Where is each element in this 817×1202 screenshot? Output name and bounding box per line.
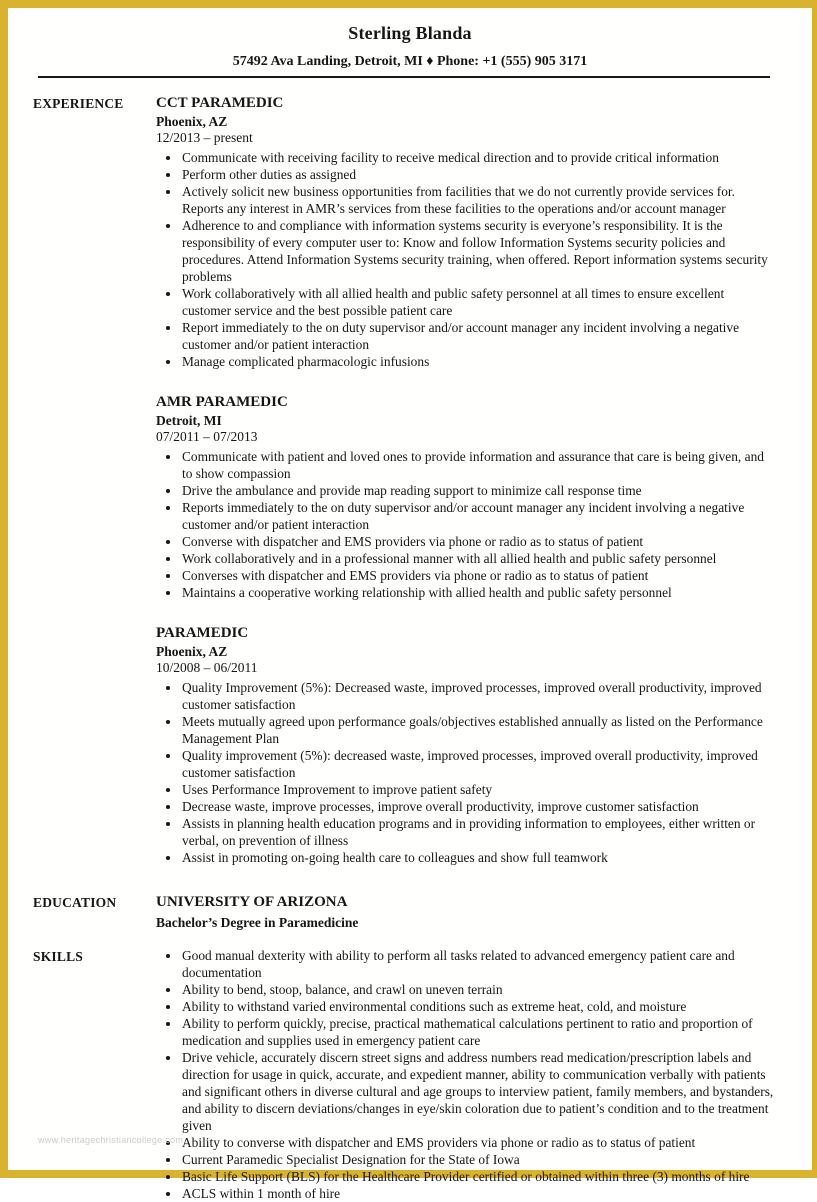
- resume-header: [8, 8, 812, 78]
- bullet-item: • Actively solicit new business opportunities from facilities that we do not currently provide services for. Reports any interest in AMR’s services from these facilities to the operations and/or account manager: [181, 183, 776, 217]
- school-name: UNIVERSITY OF ARIZONA: [156, 894, 348, 910]
- job-title: CCT PARAMEDIC: [156, 95, 284, 111]
- job-location: Phoenix, AZ: [156, 114, 228, 129]
- experience-section: [33, 94, 776, 893]
- bullet-item: • Communicate with receiving facility to receive medical direction and to provide critical information: [181, 149, 776, 166]
- bullet-item: • Adherence to and compliance with information systems security is everyone’s responsibility. It is the responsibility of every computer user to: Know and follow Information Systems security policies and procedures. Attend Information Systems security training, when offered. Report information systems security problems: [181, 217, 776, 285]
- job-bullet-list: [156, 679, 776, 866]
- job-bullet-list: [156, 448, 776, 601]
- experience-label: EXPERIENCE: [33, 96, 124, 111]
- job-title: AMR PARAMEDIC: [156, 394, 288, 410]
- job-dates: 10/2008 – 06/2011: [156, 660, 258, 675]
- bullet-item: • Quality improvement (5%): decreased waste, improved processes, improved overall productivity, improved customer satisfaction: [181, 747, 776, 781]
- bullet-item: • ACLS within 1 month of hire: [181, 1185, 776, 1202]
- bullet-item: • Uses Performance Improvement to improve patient safety: [181, 781, 776, 798]
- bullet-item: • Drive the ambulance and provide map reading support to minimize call response time: [181, 482, 776, 499]
- degree-name: Bachelor’s Degree in Paramedicine: [156, 915, 359, 930]
- bullet-item: • Assist in promoting on-going health care to colleagues and show full teamwork: [181, 849, 776, 866]
- job-dates: 07/2011 – 07/2013: [156, 429, 258, 444]
- bullet-item: • Assists in planning health education programs and in providing information to employees, either written or verbal, on prevention of illness: [181, 815, 776, 849]
- bullet-item: • Converses with dispatcher and EMS providers via phone or radio as to status of patient: [181, 567, 776, 584]
- bullet-item: • Reports immediately to the on duty supervisor and/or account manager any incident involving a negative customer and/or patient interaction: [181, 499, 776, 533]
- bullet-item: • Communicate with patient and loved ones to provide information and assurance that care is being given, and to show compassion: [181, 448, 776, 482]
- bullet-item: • Work collaboratively with all allied health and public safety personnel at all times to ensure excellent customer service and the best possible patient care: [181, 285, 776, 319]
- job-entry-paramedic: [156, 624, 776, 866]
- education-label: EDUCATION: [33, 895, 117, 910]
- job-location: Detroit, MI: [156, 413, 222, 428]
- bullet-item: • Manage complicated pharmacologic infusions: [181, 353, 776, 370]
- education-section: [33, 893, 776, 932]
- bullet-item: • Ability to converse with dispatcher and EMS providers via phone or radio as to status of patient: [181, 1134, 776, 1151]
- education-content: [156, 893, 776, 932]
- skills-content: [156, 947, 776, 1202]
- contact-line: 57492 Ava Landing, Detroit, MI ♦ Phone: +1 (555) 905 3171: [232, 54, 588, 69]
- job-title: PARAMEDIC: [156, 625, 249, 641]
- experience-content: [156, 94, 776, 893]
- bullet-item: • Ability to withstand varied environmental conditions such as extreme heat, cold, and moisture: [181, 998, 776, 1015]
- bullet-item: • Good manual dexterity with ability to perform all tasks related to advanced emergency patient care and documentation: [181, 947, 776, 981]
- bullet-item: • Current Paramedic Specialist Designation for the State of Iowa: [181, 1151, 776, 1168]
- skills-label: SKILLS: [33, 949, 83, 964]
- bullet-item: • Meets mutually agreed upon performance goals/objectives established annually as listed on the Performance Management Plan: [181, 713, 776, 747]
- bullet-item: • Ability to bend, stoop, balance, and crawl on uneven terrain: [181, 981, 776, 998]
- job-location: Phoenix, AZ: [156, 644, 228, 659]
- job-dates: 12/2013 – present: [156, 130, 253, 145]
- job-entry-cct-paramedic: [156, 94, 776, 370]
- job-bullet-list: [156, 149, 776, 370]
- bullet-item: • Maintains a cooperative working relationship with allied health and public safety personnel: [181, 584, 776, 601]
- bullet-item: • Ability to perform quickly, precise, practical mathematical calculations pertinent to ratio and proportion of medication and supplies used in emergency patient care: [181, 1015, 776, 1049]
- bullet-item: • Quality Improvement (5%): Decreased waste, improved processes, improved overall productivity, improved customer satisfaction: [181, 679, 776, 713]
- watermark-text: www.heritagechristiancollege.com: [38, 1135, 184, 1145]
- bullet-item: • Perform other duties as assigned: [181, 166, 776, 183]
- bullet-item: • Basic Life Support (BLS) for the Healthcare Provider certified or obtained within three (3) months of hire: [181, 1168, 776, 1185]
- bullet-item: • Report immediately to the on duty supervisor and/or account manager any incident involving a negative customer and/or patient interaction: [181, 319, 776, 353]
- bullet-item: • Decrease waste, improve processes, improve overall productivity, improve customer satisfaction: [181, 798, 776, 815]
- job-entry-amr-paramedic: [156, 393, 776, 601]
- skills-section: [33, 947, 776, 1202]
- bullet-item: • Converse with dispatcher and EMS providers via phone or radio as to status of patient: [181, 533, 776, 550]
- resume-body: [8, 78, 812, 1202]
- candidate-name: Sterling Blanda: [348, 23, 472, 43]
- bullet-item: • Work collaboratively and in a professional manner with all allied health and public safety personnel: [181, 550, 776, 567]
- bullet-item: • Drive vehicle, accurately discern street signs and address numbers read medication/prescription labels and direction for usage in quick, accurate, and expedient manner, ability to communication verbally with patients and significant others in diverse cultural and age groups to interview patient, family members, and bystanders, and ability to discern deviations/changes in eye/skin coloration due to patient’s condition and to the treatment given: [181, 1049, 776, 1134]
- skills-bullet-list: [156, 947, 776, 1202]
